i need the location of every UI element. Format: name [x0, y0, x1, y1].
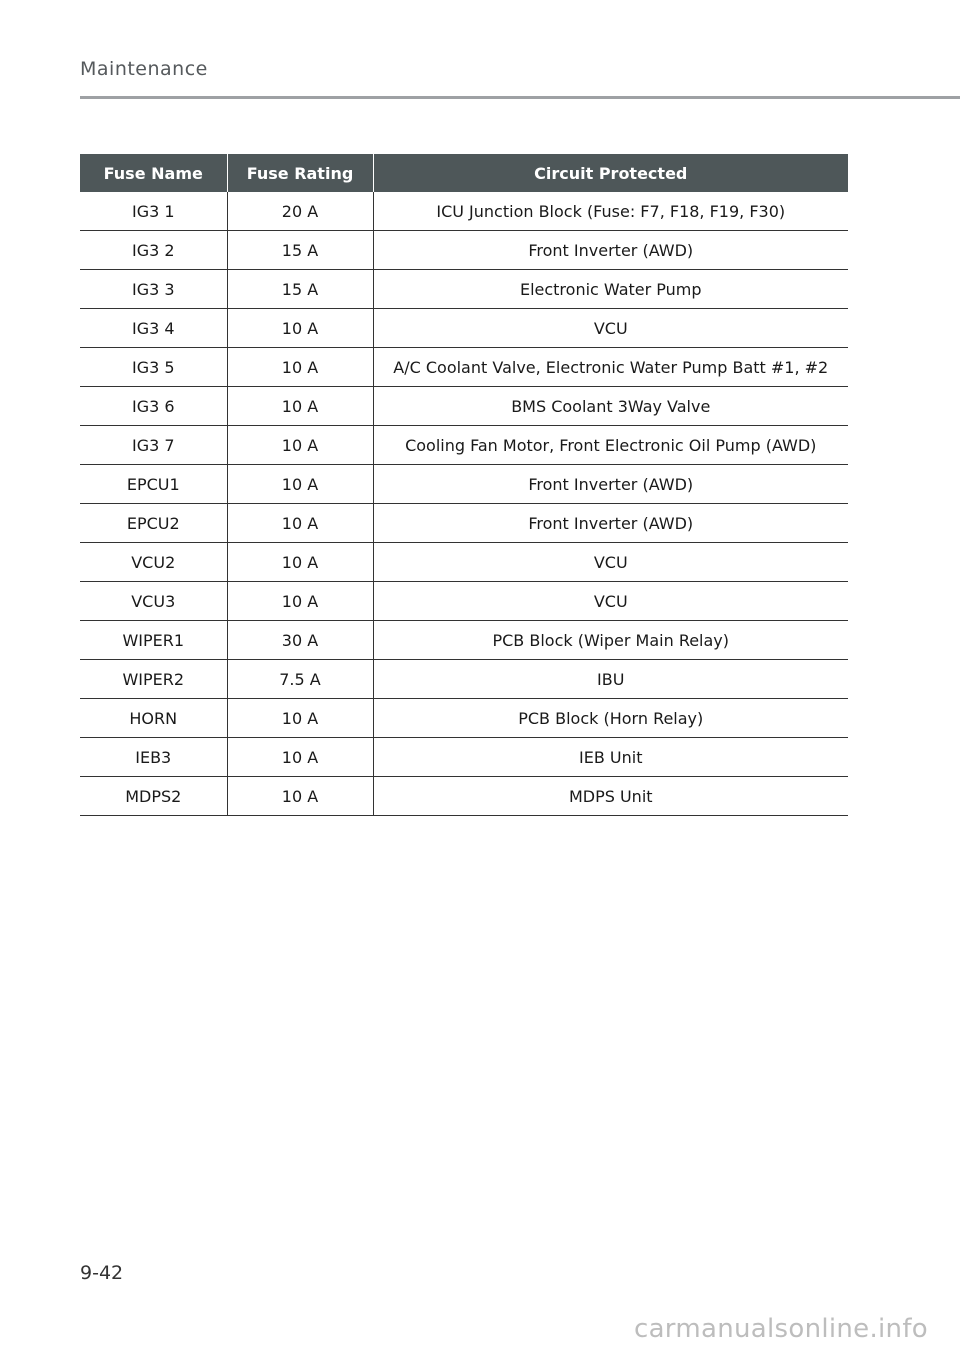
circuit-protected-cell: IEB Unit [373, 738, 848, 777]
fuse-name-cell: EPCU2 [80, 504, 227, 543]
table-row [80, 309, 848, 348]
circuit-protected-cell: ICU Junction Block (Fuse: F7, F18, F19, F30) [373, 192, 848, 231]
circuit-protected-cell: Cooling Fan Motor, Front Electronic Oil Pump (AWD) [373, 426, 848, 465]
circuit-protected-cell: VCU [373, 543, 848, 582]
table-row [80, 348, 848, 387]
page-number: 9-42 [80, 1262, 124, 1284]
column-header-fuse-rating: Fuse Rating [227, 154, 373, 192]
circuit-protected-cell: VCU [373, 309, 848, 348]
fuse-rating-cell: 15 A [227, 270, 373, 309]
fuse-table [80, 154, 848, 816]
table-row [80, 738, 848, 777]
fuse-rating-cell: 7.5 A [227, 660, 373, 699]
fuse-name-cell: WIPER2 [80, 660, 227, 699]
fuse-name-cell: VCU3 [80, 582, 227, 621]
table-row [80, 543, 848, 582]
fuse-rating-cell: 10 A [227, 348, 373, 387]
fuse-rating-cell: 10 A [227, 543, 373, 582]
fuse-rating-cell: 10 A [227, 465, 373, 504]
circuit-protected-cell: A/C Coolant Valve, Electronic Water Pump Batt #1, #2 [373, 348, 848, 387]
fuse-name-cell: VCU2 [80, 543, 227, 582]
fuse-name-cell: IG3 6 [80, 387, 227, 426]
table-row [80, 504, 848, 543]
fuse-rating-cell: 10 A [227, 387, 373, 426]
fuse-rating-cell: 30 A [227, 621, 373, 660]
table-row [80, 582, 848, 621]
table-row [80, 192, 848, 231]
table-row [80, 777, 848, 816]
fuse-name-cell: IG3 5 [80, 348, 227, 387]
table-row [80, 426, 848, 465]
fuse-name-cell: IEB3 [80, 738, 227, 777]
circuit-protected-cell: Front Inverter (AWD) [373, 231, 848, 270]
table-row [80, 387, 848, 426]
circuit-protected-cell: PCB Block (Wiper Main Relay) [373, 621, 848, 660]
fuse-rating-cell: 15 A [227, 231, 373, 270]
fuse-rating-cell: 10 A [227, 699, 373, 738]
fuse-rating-cell: 10 A [227, 426, 373, 465]
fuse-rating-cell: 10 A [227, 504, 373, 543]
fuse-name-cell: EPCU1 [80, 465, 227, 504]
fuse-rating-cell: 20 A [227, 192, 373, 231]
table-row [80, 231, 848, 270]
table-row [80, 699, 848, 738]
fuse-name-cell: HORN [80, 699, 227, 738]
fuse-name-cell: IG3 3 [80, 270, 227, 309]
section-title: Maintenance [80, 58, 208, 80]
fuse-name-cell: WIPER1 [80, 621, 227, 660]
fuse-rating-cell: 10 A [227, 582, 373, 621]
fuse-name-cell: IG3 7 [80, 426, 227, 465]
fuse-name-cell: IG3 4 [80, 309, 227, 348]
circuit-protected-cell: PCB Block (Horn Relay) [373, 699, 848, 738]
fuse-name-cell: IG3 2 [80, 231, 227, 270]
table-row [80, 621, 848, 660]
circuit-protected-cell: IBU [373, 660, 848, 699]
circuit-protected-cell: BMS Coolant 3Way Valve [373, 387, 848, 426]
fuse-rating-cell: 10 A [227, 738, 373, 777]
circuit-protected-cell: Front Inverter (AWD) [373, 504, 848, 543]
fuse-rating-cell: 10 A [227, 309, 373, 348]
fuse-rating-cell: 10 A [227, 777, 373, 816]
table-header-row [80, 154, 848, 192]
circuit-protected-cell: MDPS Unit [373, 777, 848, 816]
table-row [80, 660, 848, 699]
circuit-protected-cell: Front Inverter (AWD) [373, 465, 848, 504]
table-body [80, 192, 848, 816]
circuit-protected-cell: Electronic Water Pump [373, 270, 848, 309]
circuit-protected-cell: VCU [373, 582, 848, 621]
fuse-name-cell: IG3 1 [80, 192, 227, 231]
column-header-circuit-protected: Circuit Protected [373, 154, 848, 192]
watermark: carmanualsonline.info [633, 1314, 928, 1344]
column-header-fuse-name: Fuse Name [80, 154, 227, 192]
table-row [80, 465, 848, 504]
header-rule [80, 96, 960, 99]
fuse-name-cell: MDPS2 [80, 777, 227, 816]
table-row [80, 270, 848, 309]
